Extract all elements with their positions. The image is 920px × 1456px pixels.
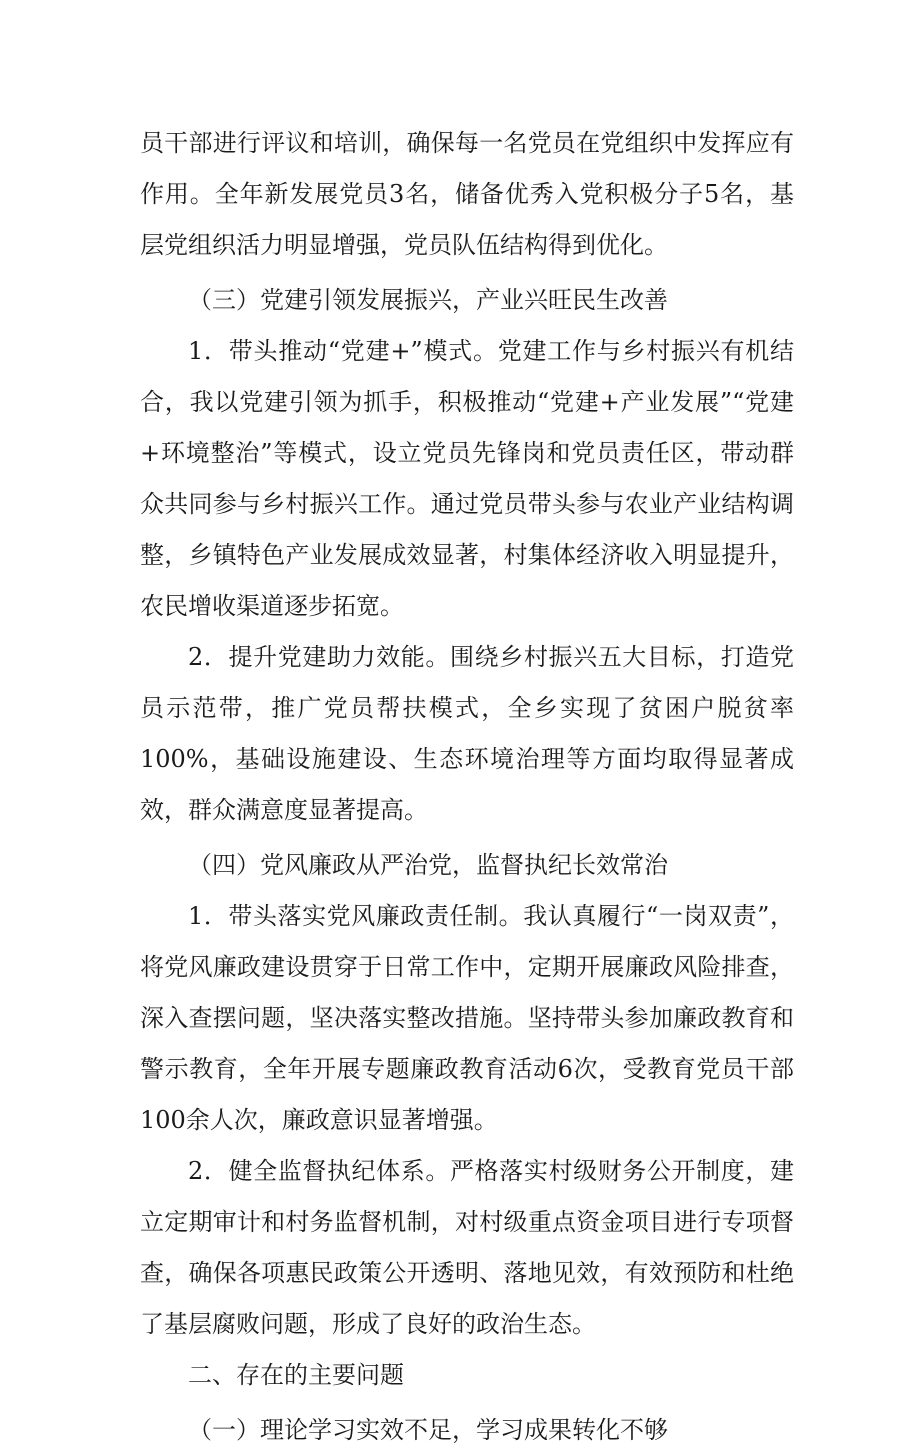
paragraph-party-building-efficiency: 2．提升党建助力效能。围绕乡村振兴五大目标，打造党员示范带，推广党员帮扶模式，全乡实现了贫困户脱贫率100%，基础设施建设、生态环境治理等方面均取得显著成效，群众满意度显著提高。 bbox=[140, 643, 794, 824]
heading-main-problems: 二、存在的主要问题 bbox=[188, 1361, 404, 1389]
document-body bbox=[140, 118, 794, 1456]
paragraph-party-building-model: 1．带头推动“党建+”模式。党建工作与乡村振兴有机结合，我以党建引领为抓手，积极推动“党建+产业发展”“党建+环境整治”等模式，设立党员先锋岗和党员责任区，带动群众共同参与乡村振兴工作。通过党员带头参与农业产业结构调整，乡镇特色产业发展成效显著，村集体经济收入明显提升，农民增收渠道逐步拓宽。 bbox=[140, 337, 794, 620]
subheading-problem-1: （一）理论学习实效不足，学习成果转化不够 bbox=[188, 1416, 668, 1444]
subheading-section-3: （三）党建引领发展振兴，产业兴旺民生改善 bbox=[188, 286, 668, 314]
paragraph-continued: 员干部进行评议和培训，确保每一名党员在党组织中发挥应有作用。全年新发展党员3名，储备优秀入党积极分子5名，基层党组织活力明显增强，党员队伍结构得到优化。 bbox=[140, 129, 794, 259]
paragraph-supervision-system: 2．健全监督执纪体系。严格落实村级财务公开制度，建立定期审计和村务监督机制，对村级重点资金项目进行专项督查，确保各项惠民政策公开透明、落地见效，有效预防和杜绝了基层腐败问题，形成了良好的政治生态。 bbox=[140, 1157, 794, 1338]
subheading-section-4: （四）党风廉政从严治党，监督执纪长效常治 bbox=[188, 851, 668, 879]
paragraph-integrity-responsibility: 1．带头落实党风廉政责任制。我认真履行“一岗双责”，将党风廉政建设贯穿于日常工作中，定期开展廉政风险排查，深入查摆问题，坚决落实整改措施。坚持带头参加廉政教育和警示教育，全年开展专题廉政教育活动6次，受教育党员干部100余人次，廉政意识显著增强。 bbox=[140, 902, 794, 1134]
